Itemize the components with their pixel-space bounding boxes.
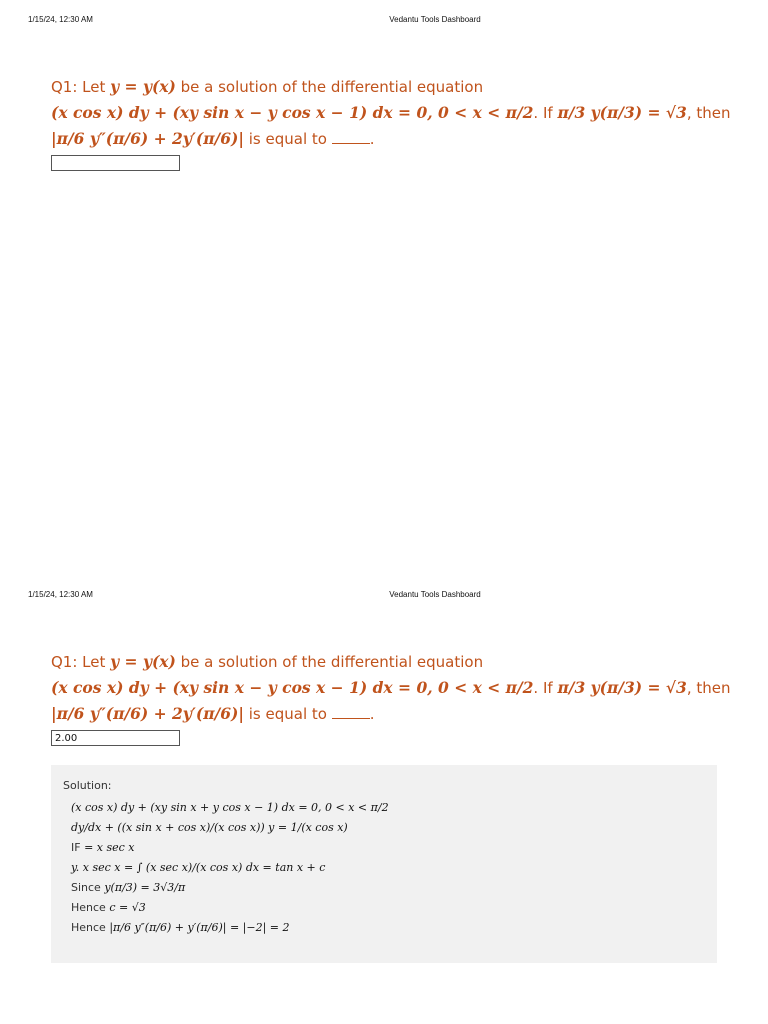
header-datetime: 1/15/24, 12:30 AM — [28, 590, 93, 599]
question-text — [51, 649, 741, 727]
solution-line-math: dy/dx + ((x sin x + cos x)/(x cos x)) y = 1/(x cos x) — [71, 821, 348, 834]
solution-line-label: Hence — [71, 901, 106, 914]
question-text-1: be a solution of the differential equation — [180, 78, 484, 96]
solution-line — [63, 918, 705, 938]
solution-line-math: c = √3 — [109, 901, 146, 914]
page-header-2 — [0, 590, 768, 602]
answer-input-filled[interactable]: 2.00 — [51, 730, 180, 746]
question-text-4: is equal to — [248, 130, 327, 148]
question-text-3: , then — [686, 679, 731, 697]
question-text-2: . If — [533, 679, 553, 697]
solution-line-label: IF — [71, 841, 81, 854]
question-eq-condition: π/3 y(π/3) = √3 — [557, 678, 687, 697]
solution-title: Solution: — [63, 779, 112, 792]
solution-line — [63, 898, 705, 918]
question-eq-condition: π/3 y(π/3) = √3 — [557, 103, 687, 122]
solution-line-math: y(π/3) = 3√3/π — [104, 881, 186, 894]
solution-line — [63, 818, 705, 838]
question-text-2: . If — [533, 104, 553, 122]
header-title: Vedantu Tools Dashboard — [389, 15, 481, 24]
question-eq-expression: |π/6 y″(π/6) + 2y′(π/6)| — [51, 704, 244, 723]
header-datetime: 1/15/24, 12:30 AM — [28, 15, 93, 24]
solution-line — [63, 878, 705, 898]
question-text — [51, 74, 741, 152]
header-title: Vedantu Tools Dashboard — [389, 590, 481, 599]
page-header-1 — [0, 15, 768, 27]
solution-line-label: Hence — [71, 921, 106, 934]
solution-line — [63, 798, 705, 818]
solution-line-label: Since — [71, 881, 101, 894]
question-text-5: . — [369, 130, 375, 148]
solution-line-math: = x sec x — [84, 841, 135, 854]
question-text-5: . — [369, 705, 375, 723]
answer-input-empty[interactable] — [51, 155, 180, 171]
question-prefix: Q1: Let — [51, 78, 106, 96]
solution-line — [63, 838, 705, 858]
question-blank-line — [332, 129, 370, 144]
solution-line-math: y. x sec x = ∫ (x sec x)/(x cos x) dx = tan x + c — [71, 861, 326, 874]
question-eq-de: (x cos x) dy + (xy sin x − y cos x − 1) dx = 0, 0 < x < π/2 — [51, 678, 534, 697]
question-prefix: Q1: Let — [51, 653, 106, 671]
question-eq-expression: |π/6 y″(π/6) + 2y′(π/6)| — [51, 129, 244, 148]
question-blank-line — [332, 704, 370, 719]
solution-line-math: |π/6 y″(π/6) + y′(π/6)| = |−2| = 2 — [109, 921, 290, 934]
solution-panel — [51, 765, 717, 963]
question-eq-de: (x cos x) dy + (xy sin x − y cos x − 1) dx = 0, 0 < x < π/2 — [51, 103, 534, 122]
question-text-4: is equal to — [248, 705, 327, 723]
question-eq-y: y = y(x) — [110, 652, 176, 671]
question-eq-y: y = y(x) — [110, 77, 176, 96]
question-text-3: , then — [686, 104, 731, 122]
solution-line-math: (x cos x) dy + (xy sin x + y cos x − 1) dx = 0, 0 < x < π/2 — [71, 801, 389, 814]
solution-line — [63, 858, 705, 878]
question-text-1: be a solution of the differential equation — [180, 653, 484, 671]
